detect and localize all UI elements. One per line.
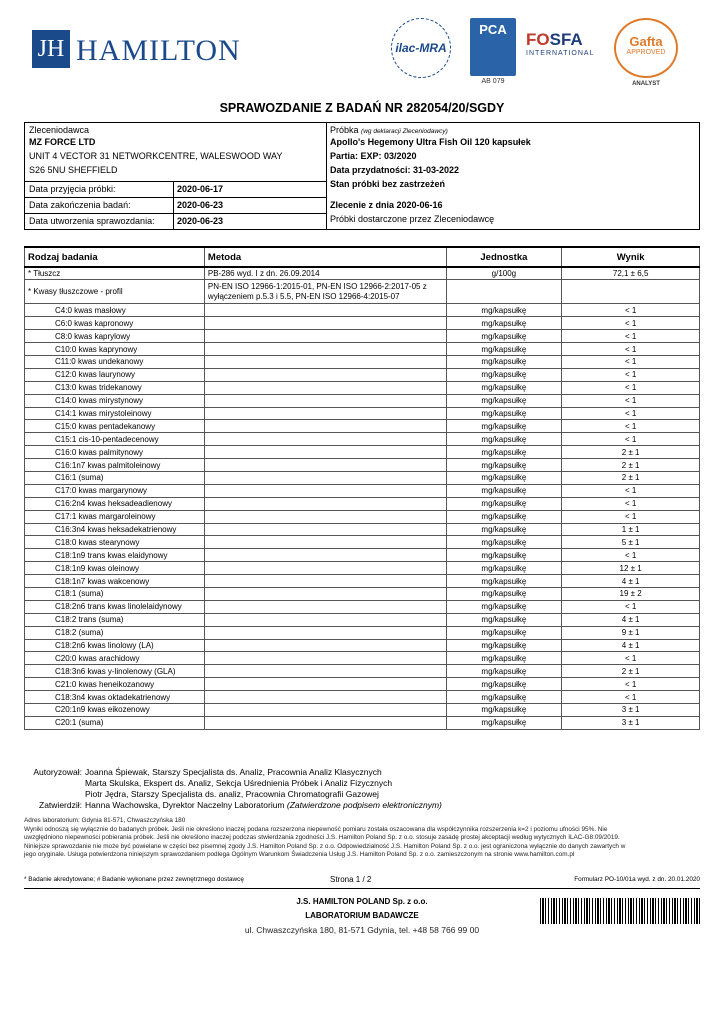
table-row xyxy=(25,343,700,356)
row-result: 9 ± 1 xyxy=(562,626,700,639)
row-result: < 1 xyxy=(562,497,700,510)
table-row xyxy=(25,639,700,652)
row-result: < 1 xyxy=(562,484,700,497)
table-row xyxy=(25,330,700,343)
fine-print-line-1: Wyniki odnoszą się wyłącznie do badanych próbek. Jeśli nie określono inaczej podana rozszerzona niepewność pomiaru została oszacowana dla współczynnika rozszerzenia k=2 i poziomu ufności 95%. Nie xyxy=(24,825,608,833)
gafta-logo xyxy=(612,18,680,87)
row-name: C18:3n4 kwas oktadekatrienowy xyxy=(25,691,205,704)
row-method xyxy=(204,433,446,446)
table-row xyxy=(25,510,700,523)
report-title: SPRAWOZDANIE Z BADAŃ NR 282054/20/SGDY xyxy=(219,101,505,115)
created-label: Data utworzenia sprawozdania: xyxy=(29,216,155,226)
table-row xyxy=(25,459,700,472)
sample-name: Apollo's Hegemony Ultra Fish Oil 120 kapsułek xyxy=(330,137,531,147)
row-name: C16:0 kwas palmitynowy xyxy=(25,446,205,459)
row-name: C18:1 (suma) xyxy=(25,587,205,600)
row-name: C16:3n4 kwas heksadekatrienowy xyxy=(25,523,205,536)
row-method xyxy=(204,575,446,588)
row-method xyxy=(204,678,446,691)
sample-note: (wg deklaracji Zleceniodawcy) xyxy=(361,128,448,135)
hamilton-logo-text: HAMILTON xyxy=(76,34,241,67)
row-result: 2 ± 1 xyxy=(562,446,700,459)
row-method xyxy=(204,484,446,497)
authorizer-1: Joanna Śpiewak, Starszy Specjalista ds. Analiz, Pracownia Analiz Klasycznych xyxy=(85,767,382,777)
row-unit: mg/kapsułkę xyxy=(446,368,562,381)
fine-print-line-3: Niniejsze sprawozdanie nie może być powielane w części bez pisemnej zgody J.S. Hamilton Poland Sp. z o.o. Odpowiedzialność J.S. Hamilton Poland Sp. z o.o. jest ograniczona wyłącznie do danych zawartych w xyxy=(24,842,626,850)
table-row xyxy=(25,562,700,575)
client-address-line2: S26 5NU SHEFFIELD xyxy=(29,165,118,175)
row-name: C16:1n7 kwas palmitoleinowy xyxy=(25,459,205,472)
company-name: J.S. HAMILTON POLAND Sp. z o.o. xyxy=(296,897,428,906)
row-result: < 1 xyxy=(562,407,700,420)
row-method xyxy=(204,562,446,575)
row-name: C18:2 trans (suma) xyxy=(25,613,205,626)
row-method xyxy=(204,343,446,356)
row-name: C18:1n9 kwas oleinowy xyxy=(25,562,205,575)
gafta-main: Gafta xyxy=(629,34,663,49)
row-name: C18:1n9 trans kwas elaidynowy xyxy=(25,549,205,562)
row-name: C18:0 kwas stearynowy xyxy=(25,536,205,549)
approved-label: Zatwierdził: xyxy=(39,800,82,810)
row-name: C18:1n7 kwas wakcenowy xyxy=(25,575,205,588)
row-result: < 1 xyxy=(562,600,700,613)
row-unit: mg/kapsułkę xyxy=(446,330,562,343)
row-unit: mg/kapsułkę xyxy=(446,613,562,626)
row-method xyxy=(204,381,446,394)
row-name: C21:0 kwas heneikozanowy xyxy=(25,678,205,691)
row-method xyxy=(204,407,446,420)
row-result: < 1 xyxy=(562,433,700,446)
row-result: < 1 xyxy=(562,368,700,381)
row-result: 4 ± 1 xyxy=(562,613,700,626)
row-unit: mg/kapsułkę xyxy=(446,639,562,652)
fine-print-line-4: jego oryginale. Usługa potwierdzona niniejszym sprawozdaniem podlega Ogólnym Warunkom Świadczenia Usług J.S. Hamilton Poland Sp. z o.o. zamieszczonym na stronie www.hamilton.com.pl xyxy=(24,851,575,858)
row-result: 2 ± 1 xyxy=(562,665,700,678)
row-unit: mg/kapsułkę xyxy=(446,497,562,510)
row-method xyxy=(204,587,446,600)
row-unit: mg/kapsułkę xyxy=(446,317,562,330)
row-method xyxy=(204,446,446,459)
hamilton-logo-mark: JH xyxy=(32,30,70,68)
row-unit: mg/kapsułkę xyxy=(446,716,562,729)
created-value: 2020-06-23 xyxy=(177,216,224,226)
row-unit: mg/kapsułkę xyxy=(446,678,562,691)
row-unit: mg/kapsułkę xyxy=(446,355,562,368)
finished-label: Data zakończenia badań: xyxy=(29,200,131,210)
row-method xyxy=(204,394,446,407)
row-method xyxy=(204,536,446,549)
row-unit: mg/kapsułkę xyxy=(446,536,562,549)
row-unit: mg/kapsułkę xyxy=(446,394,562,407)
row-method xyxy=(204,330,446,343)
lab-name: LABORATORIUM BADAWCZE xyxy=(305,911,419,920)
sample-batch: Partia: EXP: 03/2020 xyxy=(330,151,417,161)
row-name: C20:0 kwas arachidowy xyxy=(25,652,205,665)
table-row xyxy=(25,317,700,330)
gafta-sub: APPROVED xyxy=(626,49,666,56)
row-result: 5 ± 1 xyxy=(562,536,700,549)
client-label: Zleceniodawca xyxy=(29,125,90,135)
row-result: < 1 xyxy=(562,510,700,523)
row-result: 4 ± 1 xyxy=(562,639,700,652)
row-name: C20:1n9 kwas eikozenowy xyxy=(25,704,205,717)
delivery-note: Próbki dostarczone przez Zleceniodawcę xyxy=(330,214,495,224)
fine-print-line-2: uwzględniono niepewności pobierania próbek. Jeśli nie określono inaczej podczas stwierdzania zgodności J.S. Hamilton Poland Sp. z o.o. stosuje zasadę prostej akceptacji według wytycznych ILAC-G8:09/2019. xyxy=(24,834,620,841)
row-method xyxy=(204,613,446,626)
row-name: C12:0 kwas laurynowy xyxy=(25,368,205,381)
company-address: ul. Chwaszczyńska 180, 81-571 Gdynia, tel. +48 58 766 99 00 xyxy=(244,925,480,935)
table-row xyxy=(25,549,700,562)
row-result: < 1 xyxy=(562,549,700,562)
row-method xyxy=(204,716,446,729)
table-row xyxy=(25,600,700,613)
row-name: C15:1 cis-10-pentadecenowy xyxy=(25,433,205,446)
row-name: C16:1 (suma) xyxy=(25,471,205,484)
profile-name: * Kwasy tłuszczowe - profil xyxy=(25,280,205,304)
row-name: C8:0 kwas kaprylowy xyxy=(25,330,205,343)
row-method xyxy=(204,665,446,678)
header-method: Metoda xyxy=(204,247,446,267)
table-row xyxy=(25,433,700,446)
page-number: Strona 1 / 2 xyxy=(330,875,372,884)
sample-label: Próbka xyxy=(330,125,359,135)
table-row xyxy=(25,536,700,549)
row-unit: mg/kapsułkę xyxy=(446,691,562,704)
row-result: 3 ± 1 xyxy=(562,716,700,729)
finished-value: 2020-06-23 xyxy=(177,200,224,210)
row-name: C17:0 kwas margarynowy xyxy=(25,484,205,497)
row-result: < 1 xyxy=(562,691,700,704)
row-name: C14:0 kwas mirystynowy xyxy=(25,394,205,407)
row-method xyxy=(204,691,446,704)
row-name: C6:0 kwas kapronowy xyxy=(25,317,205,330)
table-row xyxy=(25,471,700,484)
row-method xyxy=(204,304,446,317)
row-method xyxy=(204,368,446,381)
pca-code: AB 079 xyxy=(481,78,505,85)
row-result: < 1 xyxy=(562,317,700,330)
table-row xyxy=(25,587,700,600)
lab-address: Adres laboratorium: Gdynia 81-571, Chwaszczyńska 180 xyxy=(24,817,186,824)
row-result: < 1 xyxy=(562,394,700,407)
row-unit: mg/kapsułkę xyxy=(446,549,562,562)
table-row-fat xyxy=(25,267,700,280)
row-method xyxy=(204,523,446,536)
results-table xyxy=(24,246,700,730)
order-date: Zlecenie z dnia 2020-06-16 xyxy=(330,200,443,210)
row-method xyxy=(204,510,446,523)
row-result: < 1 xyxy=(562,343,700,356)
row-result: < 1 xyxy=(562,330,700,343)
row-result: < 1 xyxy=(562,678,700,691)
row-name: C18:3n6 kwas y-linolenowy (GLA) xyxy=(25,665,205,678)
table-row xyxy=(25,497,700,510)
client-name: MZ FORCE LTD xyxy=(29,137,96,147)
sample-condition: Stan próbki bez zastrzeżeń xyxy=(330,179,446,189)
row-name: C10:0 kwas kaprynowy xyxy=(25,343,205,356)
table-row xyxy=(25,678,700,691)
row-method xyxy=(204,626,446,639)
table-row xyxy=(25,613,700,626)
table-row xyxy=(25,484,700,497)
table-row xyxy=(25,691,700,704)
row-unit: mg/kapsułkę xyxy=(446,510,562,523)
sample-expiry: Data przydatności: 31-03-2022 xyxy=(330,165,460,175)
table-row xyxy=(25,394,700,407)
table-row xyxy=(25,626,700,639)
row-result: < 1 xyxy=(562,304,700,317)
row-name: C18:2n6 kwas linolowy (LA) xyxy=(25,639,205,652)
fat-unit: g/100g xyxy=(446,267,562,280)
authorizer-3: Piotr Jędra, Starszy Specjalista ds. analiz, Pracownia Chromatografii Gazowej xyxy=(85,789,379,799)
row-name: C15:0 kwas pentadekanowy xyxy=(25,420,205,433)
row-method xyxy=(204,704,446,717)
fat-name: * Tłuszcz xyxy=(25,267,205,280)
approver: Hanna Wachowska, Dyrektor Naczelny Laboratorium xyxy=(85,800,285,810)
row-unit: mg/kapsułkę xyxy=(446,304,562,317)
barcode xyxy=(540,898,700,924)
row-result: 1 ± 1 xyxy=(562,523,700,536)
row-name: C18:2 (suma) xyxy=(25,626,205,639)
row-name: C18:2n6 trans kwas linolelaidynowy xyxy=(25,600,205,613)
row-name: C4:0 kwas masłowy xyxy=(25,304,205,317)
row-unit: mg/kapsułkę xyxy=(446,575,562,588)
results-header-row xyxy=(25,247,700,267)
row-name: C20:1 (suma) xyxy=(25,716,205,729)
row-result: < 1 xyxy=(562,652,700,665)
row-method xyxy=(204,639,446,652)
table-row xyxy=(25,523,700,536)
received-value: 2020-06-17 xyxy=(177,184,224,194)
row-unit: mg/kapsułkę xyxy=(446,471,562,484)
row-method xyxy=(204,497,446,510)
row-result: 3 ± 1 xyxy=(562,704,700,717)
footer-divider xyxy=(24,888,700,889)
approver-note: (Zatwierdzone podpisem elektronicznym) xyxy=(286,800,442,810)
header-test: Rodzaj badania xyxy=(25,247,205,267)
row-unit: mg/kapsułkę xyxy=(446,433,562,446)
row-method xyxy=(204,549,446,562)
row-method xyxy=(204,471,446,484)
fosfa-main-b: SFA xyxy=(549,30,583,49)
row-name: C13:0 kwas tridekanowy xyxy=(25,381,205,394)
profile-method: PN-EN ISO 12966-1:2015-01, PN-EN ISO 12966-2:2017-05 z wyłączeniem p.5.3 i 5.5, PN-EN ISO 12966-4:2015-07 xyxy=(204,280,446,304)
row-unit: mg/kapsułkę xyxy=(446,381,562,394)
authorizer-2: Marta Skulska, Ekspert ds. Analiz, Sekcja Uśrednienia Próbek i Analiz Fizycznych xyxy=(85,778,393,788)
fat-method: PB-286 wyd. I z dn. 26.09.2014 xyxy=(204,267,446,280)
table-row xyxy=(25,652,700,665)
table-row xyxy=(25,368,700,381)
signatures xyxy=(24,767,442,811)
table-row xyxy=(25,665,700,678)
fat-result: 72,1 ± 6,5 xyxy=(562,267,700,280)
row-name: C16:2n4 kwas heksadeadienowy xyxy=(25,497,205,510)
row-unit: mg/kapsułkę xyxy=(446,626,562,639)
table-row xyxy=(25,304,700,317)
fosfa-sub: INTERNATIONAL xyxy=(526,50,595,57)
row-unit: mg/kapsułkę xyxy=(446,484,562,497)
fosfa-main-a: FO xyxy=(526,30,550,49)
report-info-box xyxy=(24,122,700,230)
row-unit: mg/kapsułkę xyxy=(446,407,562,420)
accreditation-legend: * Badanie akredytowane; # Badanie wykonane przez zewnętrznego dostawcę xyxy=(24,876,244,883)
table-row xyxy=(25,420,700,433)
row-unit: mg/kapsułkę xyxy=(446,600,562,613)
row-method xyxy=(204,600,446,613)
row-unit: mg/kapsułkę xyxy=(446,459,562,472)
row-name: C17:1 kwas margaroleinowy xyxy=(25,510,205,523)
ilac-mra-label: ilac-MRA xyxy=(391,18,451,78)
row-name: C11:0 kwas undekanowy xyxy=(25,355,205,368)
row-result: < 1 xyxy=(562,420,700,433)
table-row xyxy=(25,407,700,420)
row-unit: mg/kapsułkę xyxy=(446,343,562,356)
row-result: 2 ± 1 xyxy=(562,471,700,484)
row-method xyxy=(204,420,446,433)
ilac-mra-logo xyxy=(388,18,454,78)
row-unit: mg/kapsułkę xyxy=(446,523,562,536)
authorized-label: Autoryzował: xyxy=(33,767,82,777)
row-result: 2 ± 1 xyxy=(562,459,700,472)
header-result: Wynik xyxy=(562,247,700,267)
row-result: 12 ± 1 xyxy=(562,562,700,575)
row-method xyxy=(204,459,446,472)
client-address-line1: UNIT 4 VECTOR 31 NETWORKCENTRE, WALESWOOD WAY xyxy=(29,151,283,161)
table-row xyxy=(25,381,700,394)
row-unit: mg/kapsułkę xyxy=(446,446,562,459)
row-method xyxy=(204,652,446,665)
row-result: < 1 xyxy=(562,381,700,394)
row-result: 4 ± 1 xyxy=(562,575,700,588)
fine-print xyxy=(24,817,700,860)
received-label: Data przyjęcia próbki: xyxy=(29,184,116,194)
row-method xyxy=(204,355,446,368)
form-number: Formularz PO-10/01a wyd. z dn. 20.01.2020 xyxy=(574,876,700,883)
row-unit: mg/kapsułkę xyxy=(446,652,562,665)
header-unit: Jednostka xyxy=(446,247,562,267)
table-row xyxy=(25,704,700,717)
row-result: < 1 xyxy=(562,355,700,368)
row-name: C14:1 kwas mirystoleinowy xyxy=(25,407,205,420)
table-row xyxy=(25,446,700,459)
table-row-fatty-acid-profile xyxy=(25,280,700,304)
table-row xyxy=(25,716,700,729)
row-unit: mg/kapsułkę xyxy=(446,665,562,678)
pca-accreditation-logo xyxy=(470,18,516,85)
row-unit: mg/kapsułkę xyxy=(446,562,562,575)
table-row xyxy=(25,575,700,588)
row-result: 19 ± 2 xyxy=(562,587,700,600)
row-method xyxy=(204,317,446,330)
row-unit: mg/kapsułkę xyxy=(446,587,562,600)
row-unit: mg/kapsułkę xyxy=(446,420,562,433)
fosfa-logo xyxy=(526,30,606,57)
pca-label: PCA xyxy=(470,18,516,76)
row-unit: mg/kapsułkę xyxy=(446,704,562,717)
gafta-role: ANALYST xyxy=(632,81,660,87)
table-row xyxy=(25,355,700,368)
